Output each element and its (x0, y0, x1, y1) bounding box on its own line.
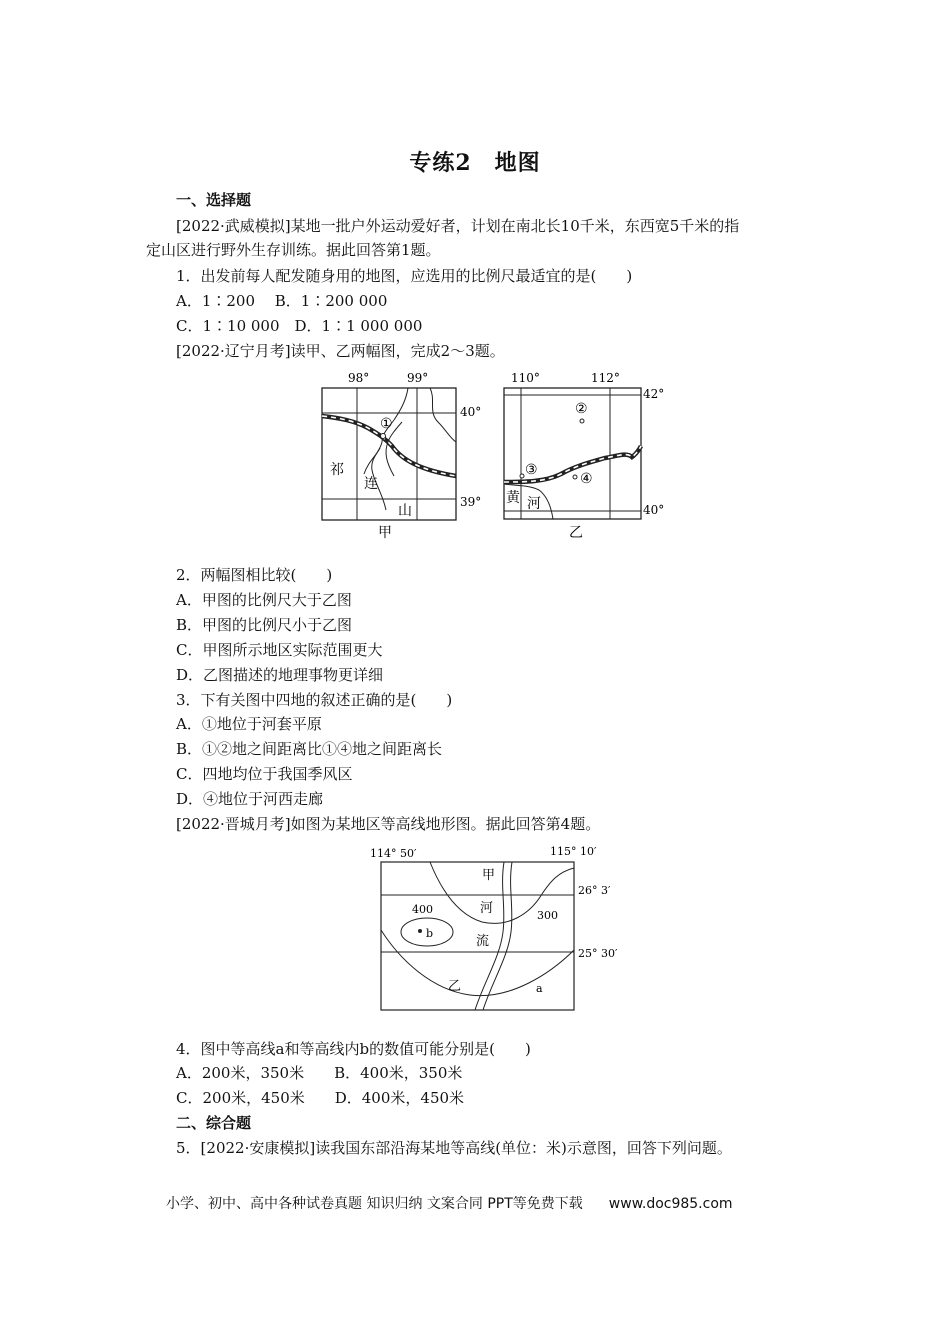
intro-3: [2022·晋城月考]如图为某地区等高线地形图。据此回答第4题。 (176, 815, 601, 833)
map-yi-lon-1: 110° (511, 371, 540, 385)
section-heading-choice: 一、选择题 (176, 191, 252, 209)
map-yi (495, 366, 675, 546)
question-3-option-c: C．四地均位于我国季风区 (176, 765, 353, 783)
question-2-option-d: D．乙图描述的地理事物更详细 (176, 666, 384, 684)
footer (166, 1193, 733, 1213)
footer-url[interactable]: www.doc985.com (608, 1196, 733, 1212)
intro-2: [2022·辽宁月考]读甲、乙两幅图，完成2～3题。 (176, 342, 505, 360)
contour-map-lat-1: 26° 3′ (578, 884, 611, 897)
contour-map-label-he: 河 (480, 901, 494, 916)
page-title: 专练2 地图 (409, 150, 541, 176)
question-1-stem: 1．出发前每人配发随身用的地图，应选用的比例尺最适宜的是( ) (176, 267, 633, 285)
map-yi-lon-2: 112° (591, 371, 620, 385)
question-3-option-b: B．①②地之间距离比①④地之间距离长 (176, 740, 443, 758)
map-jia-lon-1: 98° (348, 371, 370, 385)
contour-map-lon-1: 114° 50′ (370, 847, 417, 860)
contour-map-label-yi: 乙 (448, 979, 462, 994)
map-jia-river (430, 388, 456, 442)
question-5-stem: 5．[2022·安康模拟]读我国东部沿海某地等高线(单位：米)示意图，回答下列问题。 (176, 1139, 732, 1157)
question-2-option-c: C．甲图所示地区实际范围更大 (176, 641, 383, 659)
contour-label-300: 300 (537, 909, 558, 922)
map-jia-frame (322, 388, 456, 520)
contour-map-lat-2: 25° 30′ (578, 947, 618, 960)
question-2-option-a: A．甲图的比例尺大于乙图 (176, 591, 352, 609)
map-jia-lon-2: 99° (407, 371, 429, 385)
map-yi-site-4-point (573, 475, 577, 479)
map-yi-site-4-label: ④ (580, 471, 593, 487)
question-3-stem: 3．下有关图中四地的叙述正确的是( ) (176, 691, 453, 709)
question-4-options-ab: A．200米，350米 B．400米，350米 (176, 1064, 463, 1082)
map-jia-site-1-point (381, 434, 386, 439)
question-2-option-b: B．甲图的比例尺小于乙图 (176, 616, 353, 634)
question-1-options-cd: C．1∶10 000 D．1∶1 000 000 (176, 317, 423, 335)
map-yi-site-2-label: ② (575, 401, 588, 417)
contour-map (360, 842, 630, 1014)
contour-label-a: a (536, 982, 543, 995)
question-3-option-d: D．④地位于河西走廊 (176, 790, 324, 808)
map-yi-lat-1: 42° (643, 387, 665, 401)
intro-1-line-2: 定山区进行野外生存训练。据此回答第1题。 (146, 241, 441, 259)
map-jia-label-shan: 山 (398, 503, 412, 519)
map-yi-lat-2: 40° (643, 503, 665, 517)
map-yi-site-2-point (580, 419, 584, 423)
contour-label-400: 400 (412, 903, 433, 916)
contour-map-lon-2: 115° 10′ (550, 845, 597, 858)
map-jia (310, 366, 485, 546)
contour-map-label-liu: 流 (476, 934, 490, 949)
question-3-option-a: A．①地位于河套平原 (176, 715, 322, 733)
section-heading-comprehensive: 二、综合题 (176, 1114, 252, 1132)
intro-1-line-1: [2022·武威模拟]某地一批户外运动爱好者，计划在南北长10千米，东西宽5千米的指 (176, 217, 740, 235)
contour-point-b (418, 929, 422, 933)
map-jia-caption: 甲 (378, 525, 392, 541)
map-jia-lat-1: 40° (460, 405, 482, 419)
footer-text: 小学、初中、高中各种试卷真题 知识归纳 文案合同 PPT等免费下载 (166, 1196, 583, 1212)
question-2-stem: 2．两幅图相比较( ) (176, 566, 333, 584)
map-jia-site-1-label: ① (380, 416, 393, 432)
map-yi-site-3-label: ③ (525, 462, 538, 478)
map-yi-label-he: 河 (527, 496, 541, 512)
question-4-options-cd: C．200米，450米 D．400米，450米 (176, 1089, 465, 1107)
map-yi-label-huang: 黄 (506, 490, 520, 506)
map-yi-site-3-point (520, 474, 524, 478)
contour-map-label-jia: 甲 (482, 868, 496, 883)
map-yi-caption: 乙 (569, 525, 583, 541)
map-jia-label-qi: 祁 (330, 462, 344, 478)
contour-label-b: b (426, 927, 434, 940)
question-1-options-ab: A．1∶200 B．1∶200 000 (176, 292, 388, 310)
map-jia-label-lian: 连 (364, 476, 378, 492)
map-jia-lat-2: 39° (460, 495, 482, 509)
question-4-stem: 4．图中等高线a和等高线内b的数值可能分别是( ) (176, 1040, 531, 1058)
